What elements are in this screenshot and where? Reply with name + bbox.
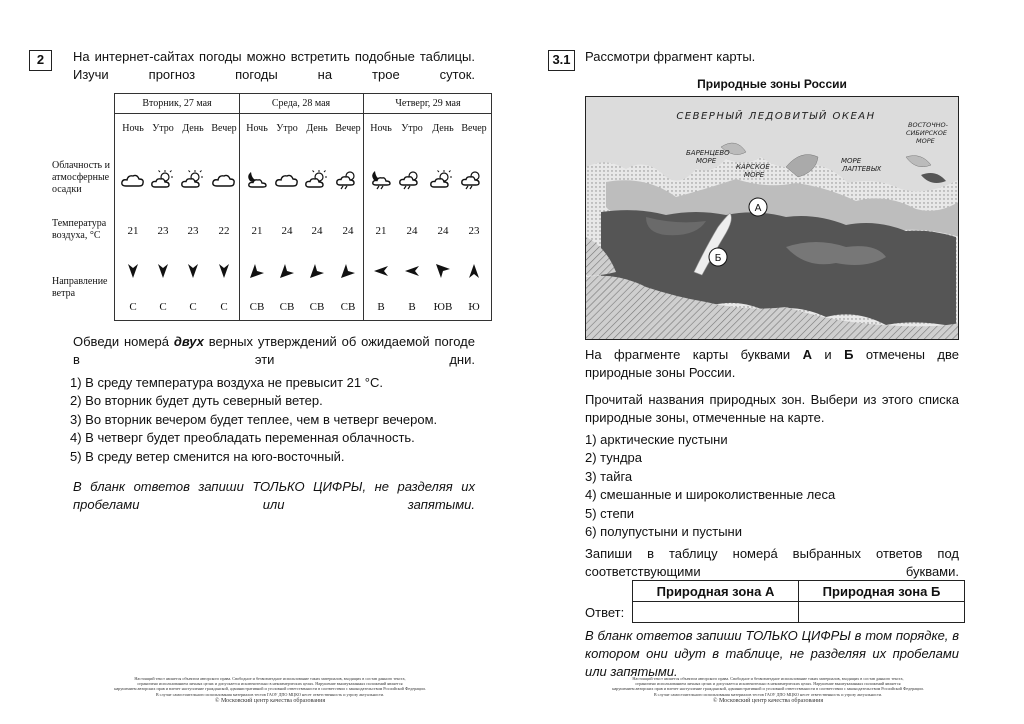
cloud-icon bbox=[211, 170, 237, 190]
arrow-down-icon bbox=[155, 263, 171, 279]
sea-label: СИБИРСКОЕ bbox=[906, 129, 948, 137]
period-label: Ночь bbox=[370, 123, 392, 134]
period-label: День bbox=[432, 123, 454, 134]
arrow-down-icon bbox=[125, 263, 141, 279]
wind-direction: С bbox=[189, 301, 197, 313]
row-label-temperature: Температура воздуха, °С bbox=[52, 218, 107, 241]
temp-value: 24 bbox=[437, 225, 449, 237]
sea-label: ЛАПТЕВЫХ bbox=[842, 165, 882, 173]
sea-label: КАРСКОЕ bbox=[736, 163, 770, 171]
row-label-cloud: Облачность и атмосферные осадки bbox=[52, 160, 110, 195]
statement-item[interactable]: 3) Во вторник вечером будет теплее, чем в четверг вечером. bbox=[70, 411, 438, 427]
period-label: Вечер bbox=[461, 123, 487, 134]
period-label: Вечер bbox=[211, 123, 237, 134]
task3-paragraph-1: На фрагменте карты буквами А и Б отмечены две природные зоны России. bbox=[585, 347, 959, 380]
task2-intro: На интернет-сайтах погоды можно встретить подобные таблицы. Изучи прогноз погоды на трое суток. bbox=[73, 49, 475, 82]
weather-forecast-table bbox=[114, 93, 492, 321]
period-label: Утро bbox=[401, 123, 423, 134]
sun-cloud-rain-icon bbox=[460, 170, 486, 190]
wind-direction: СВ bbox=[309, 301, 325, 313]
zone-option[interactable]: 2) тундра bbox=[585, 450, 642, 466]
arrow-southwest-icon bbox=[279, 263, 295, 279]
period-label: Вечер bbox=[335, 123, 361, 134]
task3-paragraph-2: Прочитай названия природных зон. Выбери из этого списка природные зоны, отмеченные на карте. bbox=[585, 392, 959, 425]
answer-cell-b[interactable] bbox=[799, 602, 965, 623]
sun-cloud-icon bbox=[304, 170, 330, 190]
sea-label: МОРЕ bbox=[916, 137, 935, 145]
zone-option[interactable]: 4) смешанные и широколиственные леса bbox=[585, 487, 836, 503]
map-graphic bbox=[586, 97, 959, 340]
marker-a: А bbox=[754, 203, 762, 214]
footer-left: Настоящий текст является объектом авторского права. Свободное и безвозмездное использование таких материалов, входящих в состав данного текста, ограничено использованием личных целях и допускается исключительно в некоммерческих целях. Нарушение вышеуказанных положений является нарушением авторских прав и влечет наступление гражданской, административной и уголовной ответственности в соответствии с законодательством Российской Федерации. В случае самостоятельного использования материалов тестов ГАОУ ДПО МЦКО несет ответственность и угрозу актуальности. © Московский центр качества образования bbox=[114, 676, 426, 704]
map-title: Природные зоны России bbox=[697, 77, 847, 91]
footer-right: Настоящий текст является объектом авторского права. Свободное и безвозмездное использование таких материалов, входящих в состав данного текста, ограничено использованием личных целях и допускается исключительно в некоммерческих целях. Нарушение вышеуказанных положений является нарушением авторских прав и влечет наступление гражданской, административной и уголовной ответственности в соответствии с законодательством Российской Федерации. В случае самостоятельного использования материалов тестов ГАОУ ДПО МЦКО несет ответственность и угрозу актуальности. © Московский центр качества образования bbox=[612, 676, 924, 704]
zone-option[interactable]: 6) полупустыни и пустыни bbox=[585, 524, 742, 540]
cloud-icon bbox=[120, 170, 146, 190]
sea-label: МОРЕ bbox=[696, 157, 717, 165]
zone-option[interactable]: 5) степи bbox=[585, 505, 635, 521]
marker-b: Б bbox=[714, 253, 722, 264]
wind-direction: В bbox=[377, 301, 385, 313]
temp-value: 24 bbox=[342, 225, 354, 237]
wind-direction: С bbox=[129, 301, 137, 313]
arrow-west-icon bbox=[373, 263, 389, 279]
task-number-2: 2 bbox=[29, 50, 52, 71]
day-title: Среда, 28 мая bbox=[271, 98, 331, 109]
sea-label: БАРЕНЦЕВО bbox=[686, 149, 730, 157]
sun-cloud-rain-icon bbox=[335, 170, 361, 190]
header-divider bbox=[115, 113, 491, 114]
arrow-down-icon bbox=[185, 263, 201, 279]
temp-value: 21 bbox=[251, 225, 263, 237]
statement-item[interactable]: 5) В среду ветер сменится на юго-восточный. bbox=[70, 448, 345, 464]
sun-cloud-icon bbox=[180, 170, 206, 190]
wind-direction: С bbox=[220, 301, 228, 313]
statement-item[interactable]: 1) В среду температура воздуха не превысит 21 °С. bbox=[70, 375, 383, 390]
wind-direction: С bbox=[159, 301, 167, 313]
zone-option[interactable]: 3) тайга bbox=[585, 468, 633, 484]
temp-value: 23 bbox=[187, 225, 199, 237]
day-title: Четверг, 29 мая bbox=[395, 98, 461, 109]
task3-paragraph-3: Запиши в таблицу номерá выбранных ответов под соответствующими буквами. bbox=[585, 546, 959, 579]
temp-value: 24 bbox=[281, 225, 293, 237]
period-label: Утро bbox=[276, 123, 298, 134]
answer-label: Ответ: bbox=[585, 605, 625, 620]
task2-question: Обведи номерá двух верных утверждений об ожидаемой погоде в эти дни. bbox=[73, 334, 475, 367]
moon-cloud-icon bbox=[244, 170, 270, 190]
task2-statements bbox=[70, 374, 437, 466]
statement-item[interactable]: 2) Во вторник будет дуть северный ветер. bbox=[70, 393, 323, 409]
arrow-west-icon bbox=[404, 263, 420, 279]
zone-options bbox=[585, 431, 835, 541]
sun-cloud-icon bbox=[150, 170, 176, 190]
temp-value: 21 bbox=[127, 225, 139, 237]
period-label: Ночь bbox=[246, 123, 268, 134]
natural-zones-map bbox=[585, 96, 959, 340]
arrow-northwest-icon bbox=[435, 263, 451, 279]
task2-instruction: В бланк ответов запиши ТОЛЬКО ЦИФРЫ, не разделяя их пробелами или запятыми. bbox=[73, 479, 475, 512]
task-number-3-1: 3.1 bbox=[548, 50, 575, 71]
wind-direction: СВ bbox=[249, 301, 265, 313]
temp-value: 22 bbox=[218, 225, 230, 237]
ocean-label: СЕВЕРНЫЙ ЛЕДОВИТЫЙ ОКЕАН bbox=[676, 111, 876, 122]
wind-direction: Ю bbox=[468, 301, 480, 313]
arrow-north-icon bbox=[466, 263, 482, 279]
answer-cell-a[interactable] bbox=[633, 602, 799, 623]
row-label-wind: Направление ветра bbox=[52, 276, 108, 299]
sun-cloud-icon bbox=[429, 170, 455, 190]
period-label: День bbox=[306, 123, 328, 134]
statement-item[interactable]: 4) В четверг будет преобладать переменная облачность. bbox=[70, 430, 415, 446]
sea-label: МОРЕ bbox=[744, 171, 765, 179]
zone-option[interactable]: 1) арктические пустыни bbox=[585, 432, 728, 447]
arrow-southwest-icon bbox=[309, 263, 325, 279]
answer-header: Природная зона Б bbox=[799, 581, 965, 602]
wind-direction: В bbox=[408, 301, 416, 313]
task3-intro: Рассмотри фрагмент карты. bbox=[585, 49, 756, 64]
moon-cloud-rain-icon bbox=[368, 170, 394, 190]
temp-value: 21 bbox=[375, 225, 387, 237]
arrow-down-icon bbox=[216, 263, 232, 279]
period-label: Утро bbox=[152, 123, 174, 134]
temp-value: 23 bbox=[157, 225, 169, 237]
cloud-icon bbox=[274, 170, 300, 190]
temp-value: 24 bbox=[406, 225, 418, 237]
answer-header: Природная зона А bbox=[633, 581, 799, 602]
wind-direction: СВ bbox=[340, 301, 356, 313]
sea-label: ВОСТОЧНО- bbox=[908, 121, 949, 129]
sea-label: МОРЕ bbox=[841, 157, 862, 165]
sun-cloud-rain-icon bbox=[398, 170, 424, 190]
temp-value: 23 bbox=[468, 225, 480, 237]
wind-direction: СВ bbox=[279, 301, 295, 313]
temp-value: 24 bbox=[311, 225, 323, 237]
period-label: День bbox=[182, 123, 204, 134]
answer-table bbox=[632, 580, 965, 623]
task3-instruction: В бланк ответов запиши ТОЛЬКО ЦИФРЫ в том порядке, в котором они идут в таблице, не разделяя их пробелами или запятыми. bbox=[585, 628, 959, 679]
day-title: Вторник, 27 мая bbox=[142, 98, 212, 109]
arrow-southwest-icon bbox=[249, 263, 265, 279]
arrow-southwest-icon bbox=[340, 263, 356, 279]
period-label: Ночь bbox=[122, 123, 144, 134]
wind-direction: ЮВ bbox=[433, 301, 453, 313]
